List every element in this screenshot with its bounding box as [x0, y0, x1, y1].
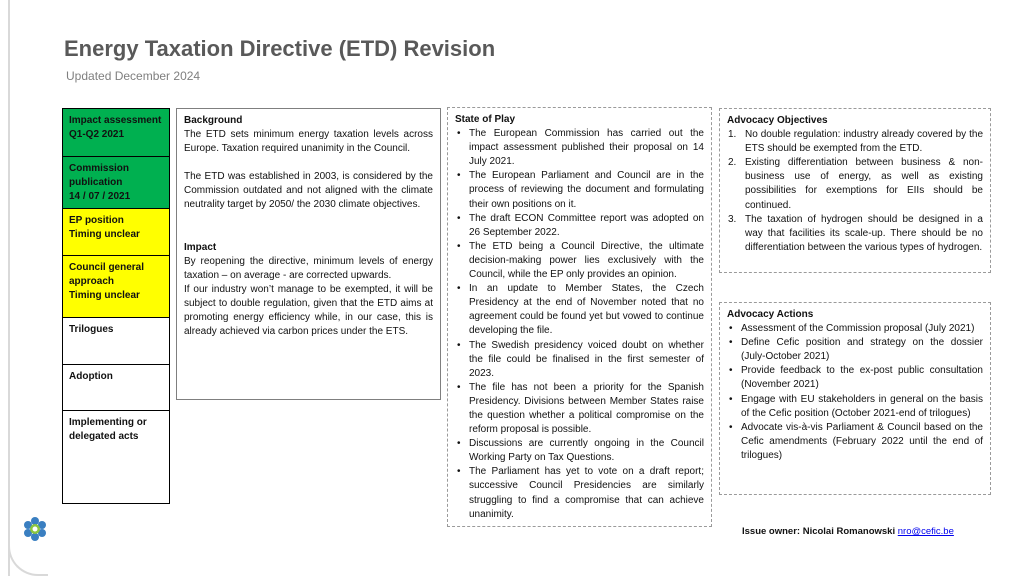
timeline	[62, 108, 170, 504]
page-subtitle: Updated December 2024	[66, 69, 201, 83]
list-item: 2. Existing differentiation between business & non-business use of energy, as well as existing possibilities for exemptions for EIIs should be continued.	[728, 157, 983, 211]
background-panel	[176, 108, 441, 400]
page-title: Energy Taxation Directive (ETD) Revision	[64, 36, 496, 61]
advocacy-actions-heading: Advocacy Actions	[727, 309, 814, 320]
list-item: • The ETD being a Council Directive, the ultimate decision-making power lies exclusively with the Council, while the EP only provides an opinion.	[469, 240, 704, 282]
cefic-logo-icon	[22, 516, 48, 542]
advocacy-actions-panel	[719, 302, 991, 495]
list-item: • The Parliament has yet to vote on a draft report; successive Council Presidencies are similarly struggling to find a compromise that can achieve unanimity.	[469, 465, 704, 521]
issue-owner-label: Issue owner: Nicolai Romanowski	[742, 526, 896, 537]
state-of-play-panel	[447, 107, 712, 527]
timeline-step-commission-publication: Commission publication 14 / 07 / 2021	[63, 157, 169, 209]
state-of-play-list	[455, 127, 704, 522]
advocacy-actions-list	[727, 322, 983, 463]
background-paragraph-1: The ETD sets minimum energy taxation levels across Europe. Taxation required unanimity in the Council.	[184, 129, 433, 155]
list-item: • The Swedish presidency voiced doubt on whether the file could be finalised in the first semester of 2023.	[469, 339, 704, 381]
issue-owner	[742, 526, 954, 537]
list-item: • Define Cefic position and strategy on the dossier (July-October 2021)	[741, 336, 983, 364]
list-item: • The European Parliament and Council are in the process of reviewing the document and formulating their own positions on it.	[469, 169, 704, 211]
list-item: 1. No double regulation: industry already covered by the ETS should be exempted from the ETD.	[728, 129, 983, 155]
list-item: • The file has not been a priority for the Spanish Presidency. Divisions between Member States raise the question whether a political compromise on the reform proposal is possible.	[469, 381, 704, 437]
timeline-step-adoption: Adoption	[63, 365, 169, 411]
impact-paragraph-2: If our industry won’t manage to be exempted, it will be subject to double regulation, given that the ETD aims at promoting energy efficiency while, in our case, this is already achieved via carbon prices under the ETS.	[184, 283, 433, 338]
timeline-step-ep-position: EP position Timing unclear	[63, 209, 169, 256]
advocacy-objectives-list	[727, 128, 983, 255]
state-of-play-heading: State of Play	[455, 114, 516, 125]
list-item: 3. The taxation of hydrogen should be designed in a way that facilities its scale-up. There should be no differentiation between the various types of hydrogen.	[728, 213, 983, 253]
list-item: • The draft ECON Committee report was adopted on 26 September 2022.	[469, 212, 704, 240]
background-heading: Background	[184, 115, 243, 126]
advocacy-objectives-heading: Advocacy Objectives	[727, 115, 828, 126]
impact-heading: Impact	[184, 241, 217, 253]
list-item: • Advocate vis-à-vis Parliament & Council based on the Cefic amendments (February 2022 until the end of trilogues)	[741, 421, 983, 463]
impact-paragraph-1: By reopening the directive, minimum levels of energy taxation – on average - are corrected upwards.	[184, 255, 433, 281]
timeline-step-council-approach: Council general approach Timing unclear	[63, 256, 169, 318]
list-item: • In an update to Member States, the Czech Presidency at the end of November noted that no agreement could be found yet but vowed to continue developing the file.	[469, 282, 704, 338]
timeline-step-trilogues: Trilogues	[63, 318, 169, 365]
timeline-step-impact-assessment: Impact assessment Q1-Q2 2021	[63, 109, 169, 157]
list-item: • The European Commission has carried out the impact assessment published their proposal on 14 July 2021.	[469, 127, 704, 169]
list-item: • Provide feedback to the ex-post public consultation (November 2021)	[741, 364, 983, 392]
list-item: • Engage with EU stakeholders in general on the basis of the Cefic position (October 2021-end of trilogues)	[741, 393, 983, 421]
list-item: • Discussions are currently ongoing in the Council Working Party on Tax Questions.	[469, 437, 704, 465]
background-paragraph-2: The ETD was established in 2003, is considered by the Commission outdated and not aligned with the climate neutrality target by 2050/ the 2030 climate objectives.	[184, 171, 433, 211]
timeline-step-implementing-acts: Implementing or delegated acts	[69, 417, 147, 442]
advocacy-objectives-panel	[719, 108, 991, 273]
list-item: • Assessment of the Commission proposal (July 2021)	[741, 322, 983, 336]
issue-owner-email-link[interactable]: nro@cefic.be	[897, 526, 954, 537]
